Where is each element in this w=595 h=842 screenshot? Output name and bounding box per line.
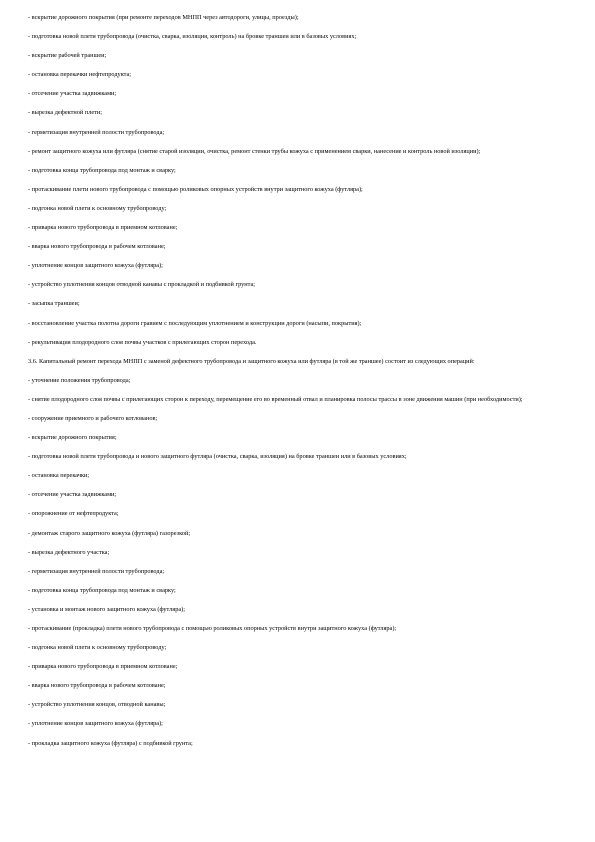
paragraph-gap	[28, 594, 575, 606]
paragraph-gap	[28, 480, 575, 492]
list-item: - устройство уплотнения концов отводной канавы с прокладкой и подбивкой грунта;	[28, 281, 256, 289]
paragraph-gap	[28, 499, 575, 511]
list-item: - прокладка защитного кожуха (футляра) с подбивкой грунта;	[28, 739, 193, 747]
list-item: - уплотнение концов защитного кожуха (футляра);	[28, 262, 163, 270]
list-item: - отсечение участка задвижками;	[28, 90, 117, 98]
paragraph-gap	[28, 213, 575, 225]
paragraph-gap	[28, 79, 575, 91]
paragraph-gap	[28, 442, 575, 454]
paragraph-gap	[28, 461, 575, 473]
list-item: - демонтаж старого защитного кожуха (футляра) газорезкой;	[28, 529, 191, 537]
paragraph-gap	[28, 174, 575, 186]
list-item: - герметизация внутренней полости трубопровода;	[28, 128, 165, 136]
list-item: - сооружение приемного и рабочего котлованов;	[28, 414, 158, 422]
paragraph-gap	[28, 232, 575, 244]
paragraph-gap	[28, 22, 575, 34]
list-item: - приварка нового трубопровода в приемном котловане;	[28, 224, 178, 232]
paragraph-gap	[28, 60, 575, 72]
list-item: - подгонка новой плети к основному трубопроводу;	[28, 204, 167, 212]
list-item: - остановка перекачки;	[28, 472, 90, 480]
paragraph-gap	[28, 327, 575, 339]
paragraph-gap	[28, 346, 575, 358]
list-item: - снятие плодородного слоя почвы с прилегающих сторон к переходу, перемещение его во временный отвал и планировка полосы трассы в зоне движения машин (при необходимости);	[28, 395, 523, 403]
list-item: - подгонка новой плети к основному трубопроводу;	[28, 644, 167, 652]
paragraph-gap	[28, 652, 575, 664]
paragraph-gap	[28, 671, 575, 683]
list-item: - герметизация внутренней полости трубопровода;	[28, 567, 165, 575]
paragraph-gap	[28, 270, 575, 282]
paragraph-gap	[28, 98, 575, 110]
paragraph-gap	[28, 690, 575, 702]
paragraph-gap	[28, 537, 575, 549]
paragraph-gap	[28, 556, 575, 568]
list-item: - опорожнение от нефтепродукта;	[28, 510, 119, 518]
list-item: - вварка нового трубопровода в рабочем котловане;	[28, 243, 166, 251]
list-item: - подготовка конца трубопровода под монтаж и сварку;	[28, 166, 176, 174]
paragraph-gap	[28, 136, 575, 148]
paragraph-gap	[28, 614, 575, 626]
list-item: - засыпка траншеи;	[28, 300, 80, 308]
list-item: - остановка перекачки нефтепродукта;	[28, 71, 132, 79]
paragraph-gap	[28, 117, 575, 129]
paragraph-gap	[28, 155, 575, 167]
list-item: - рекультивация плодородного слоя почвы участков с прилегающих сторон перехода.	[28, 338, 257, 346]
list-item: - ремонт защитного кожуха или футляра (снятие старой изоляции, очистка, ремонт стенки трубы кожуха с применением сварки, нанесение и контроль новой изоляции);	[28, 147, 481, 155]
paragraph-gap	[28, 251, 575, 263]
list-item: - установка и монтаж нового защитного кожуха (футляра);	[28, 605, 185, 613]
list-item: - вскрытие рабочей траншеи;	[28, 52, 107, 60]
list-item: - подготовка конца трубопровода под монтаж и сварку;	[28, 586, 176, 594]
operations-list-part1	[28, 14, 575, 358]
list-item: - уплотнение концов защитного кожуха (футляра);	[28, 720, 163, 728]
list-item: - восстановление участка полотна дороги гравием с последующим уплотнением и конструкции дороги (насыпи, покрытия);	[28, 319, 362, 327]
paragraph-gap	[28, 41, 575, 53]
paragraph-gap	[28, 365, 575, 377]
list-item: - отсечение участка задвижками;	[28, 491, 117, 499]
list-item: - вварка нового трубопровода в рабочем котловане;	[28, 682, 166, 690]
paragraph-gap	[28, 384, 575, 396]
list-item: - подготовка новой плети трубопровода и нового защитного футляра (очистка, сварка, изоляция) на бровке траншеи или в базовых условиях;	[28, 453, 407, 461]
paragraph-gap	[28, 709, 575, 721]
list-item: - вскрытие дорожного покрытия;	[28, 434, 117, 442]
paragraph-gap	[28, 518, 575, 530]
list-item: - вырезка дефектной плети;	[28, 109, 103, 117]
list-item: - протаскивание плети нового трубопровода с помощью роликовых опорных устройств внутри защитного кожуха (футляра);	[28, 185, 363, 193]
section-heading: 3.6. Капитальный ремонт перехода МНПП с заменой дефектного трубопровода и защитного кожуха или футляра (в той же траншее) состоит из следующих операций:	[28, 357, 475, 365]
list-item: - устройство уплотнения концов, отводной канавы;	[28, 701, 166, 709]
paragraph-gap	[28, 403, 575, 415]
paragraph-gap	[28, 747, 575, 759]
paragraph-gap	[28, 289, 575, 301]
list-item: - уточнение положения трубопровода;	[28, 376, 131, 384]
list-item: - вскрытие дорожного покрытия (при ремонте переходов МНПП через автодороги, улицы, проезды);	[28, 14, 299, 21]
paragraph-gap	[28, 193, 575, 205]
list-item: - протаскивание (прокладка) плети нового трубопровода с помощью роликовых опорных устройств внутри защитного кожуха (футляра);	[28, 625, 397, 632]
list-item: - подготовка новой плети трубопровода (очистка, сварка, изоляция, контроль) на бровке траншеи или в базовых условиях;	[28, 33, 357, 41]
operations-list-part2	[28, 377, 575, 759]
paragraph-gap	[28, 308, 575, 320]
paragraph-gap	[28, 633, 575, 645]
paragraph-gap	[28, 728, 575, 740]
list-item: - вырезка дефектного участка;	[28, 548, 110, 556]
paragraph-gap	[28, 575, 575, 587]
list-item: - приварка нового трубопровода в приемном котловане;	[28, 663, 178, 671]
paragraph-gap	[28, 423, 575, 435]
